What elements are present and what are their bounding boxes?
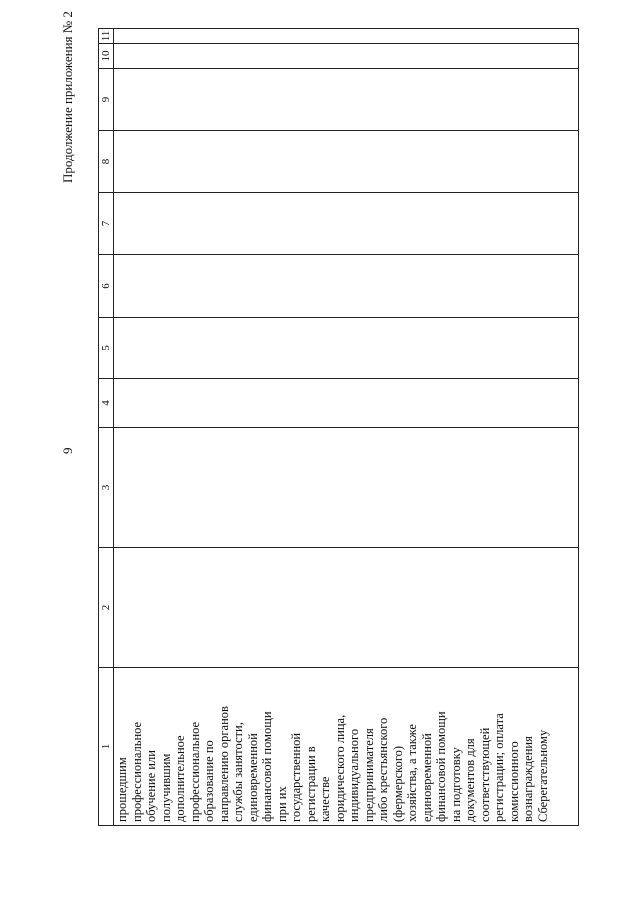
cell-line: профессиональное <box>129 721 144 822</box>
column-number-2: 2 <box>99 548 114 668</box>
column-number-10: 10 <box>99 44 114 69</box>
cell-line: единовременной <box>419 733 434 822</box>
cell-line: единовременной <box>245 733 260 822</box>
table-cell-col2 <box>114 548 579 668</box>
continuation-note: Продолжение приложения № 2 <box>60 11 75 183</box>
table-cell-col1 <box>114 668 579 826</box>
appendix-table <box>98 28 579 826</box>
table-cell-col4 <box>114 379 579 428</box>
cell-line: службы занятости, <box>231 722 245 822</box>
cell-line: (фермерского) <box>390 745 405 822</box>
cell-line: образование по <box>202 740 216 822</box>
cell-line: финансовой помощи <box>434 711 448 822</box>
cell-line: профессиональное <box>187 721 202 822</box>
cell-line: регистрации; оплата <box>492 713 506 822</box>
table-cell-col6 <box>114 255 579 318</box>
column-number-7: 7 <box>99 193 114 255</box>
cell-line: качестве <box>318 776 332 822</box>
cell-line: получившим <box>158 753 173 822</box>
cell-line: соответствующей <box>477 727 492 822</box>
table-cell-col9 <box>114 69 579 131</box>
table-cell-col11 <box>114 29 579 44</box>
cell-line: предпринимателя <box>361 728 376 822</box>
cell-line: индивидуального <box>347 728 361 822</box>
table-header-row <box>99 29 114 826</box>
cell-line: при их <box>274 786 289 822</box>
cell-line: документов для <box>463 738 477 822</box>
column-number-6: 6 <box>99 255 114 318</box>
table-row <box>114 29 579 826</box>
table-cell-col10 <box>114 44 579 69</box>
cell-line: Сберегательному <box>535 729 550 822</box>
column-number-9: 9 <box>99 69 114 131</box>
cell-line: юридического лица, <box>332 714 347 822</box>
column-number-5: 5 <box>99 318 114 379</box>
cell-line: направлению органов <box>216 706 231 822</box>
column-number-3: 3 <box>99 428 114 548</box>
cell-text-col1 <box>114 668 577 825</box>
rotated-sheet <box>50 11 590 866</box>
cell-line: вознаграждения <box>521 736 535 822</box>
cell-line: финансовой помощи <box>260 711 274 822</box>
cell-line: прошедшим <box>115 757 129 822</box>
cell-line: регистрации в <box>303 746 318 822</box>
table-cell-col5 <box>114 318 579 379</box>
column-number-11: 11 <box>99 29 114 44</box>
page-number: 9 <box>60 447 75 454</box>
table-cell-col7 <box>114 193 579 255</box>
cell-line: государственной <box>289 732 303 822</box>
table-cell-col8 <box>114 131 579 193</box>
cell-line: на подготовку <box>448 747 463 822</box>
column-number-1: 1 <box>99 668 114 826</box>
column-number-8: 8 <box>99 131 114 193</box>
cell-line: хозяйства, а также <box>405 724 419 822</box>
cell-line: комиссионного <box>506 741 521 822</box>
cell-line: обучение или <box>144 750 158 822</box>
table-cell-col3 <box>114 428 579 548</box>
cell-line: дополнительное <box>173 735 187 822</box>
cell-line: либо крестьянского <box>376 717 390 822</box>
column-number-4: 4 <box>99 379 114 428</box>
